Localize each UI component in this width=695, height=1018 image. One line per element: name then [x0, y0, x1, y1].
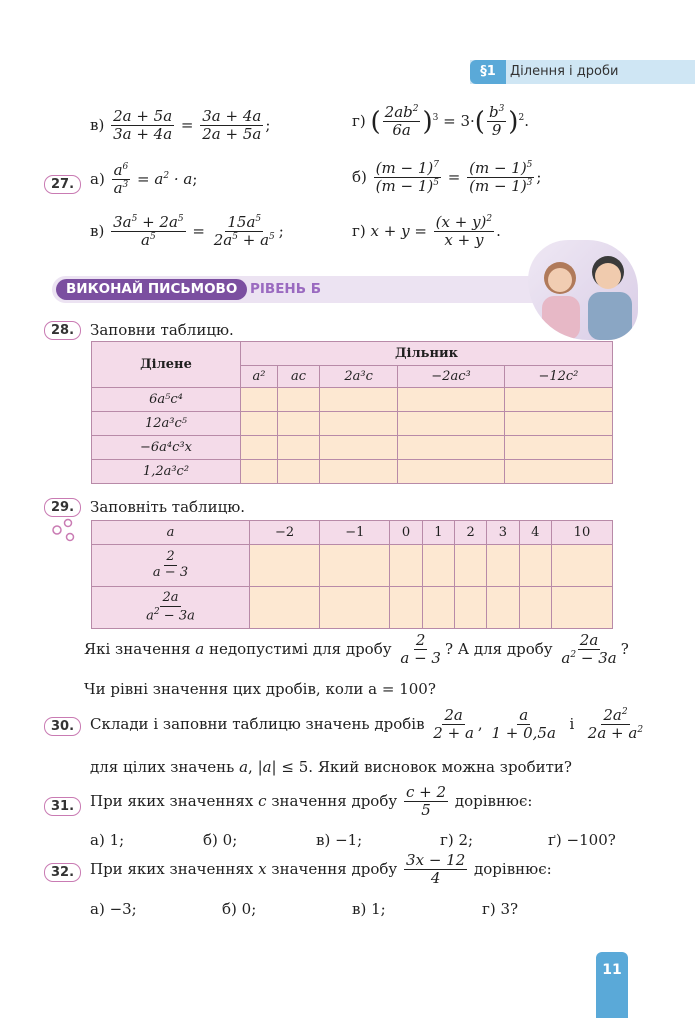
task-27-a: а) $\frac{a^6}{a^3}$ = $a^2 \cdot a$; — [90, 161, 198, 198]
divisor-header: Дільник — [241, 342, 613, 366]
task-27-b: б) $\frac{(m - 1)^7}{(m - 1)^5}$ = $\frac{(m - 1)^5}{(m - 1)^3}$ ; — [352, 159, 542, 196]
divisor-col: −12c² — [504, 366, 612, 388]
a-value: 2 — [455, 521, 487, 545]
values-table — [91, 520, 613, 629]
section-number: §1 — [470, 60, 506, 84]
task-28-number: 28. — [44, 320, 81, 340]
a-value: −2 — [250, 521, 320, 545]
task-27-g: г) x + y = $\frac{(x + y)^2}{x + y}$ . — [352, 213, 501, 250]
divisor-col: ac — [277, 366, 319, 388]
divisor-col: a² — [241, 366, 278, 388]
dividend-row: 6a⁵c⁴ — [92, 388, 241, 412]
group-work-icon — [50, 518, 78, 548]
task-28-text: Заповни таблицю. — [90, 321, 234, 339]
a-value: 1 — [422, 521, 454, 545]
section-title: Ділення і дроби — [510, 64, 619, 79]
task-31-opt: б) 0; — [203, 831, 238, 849]
task-31-opt: г) 2; — [440, 831, 474, 849]
task-29-question-1: Які значення a недопустимі для дробу $\frac{2}{a - 3}$ ? А для дробу $\frac{2a}{a^2 - 3a}$ ? — [84, 631, 629, 668]
divisor-col: −2ac³ — [398, 366, 505, 388]
task-27-v: в) $\frac{3a^5 + 2a^5}{a^5}$ = $\frac{15a^5}{2a^5 + a^5}$ ; — [90, 213, 284, 250]
fraction-row-1: $\frac{2}{a - 3}$ — [92, 545, 250, 587]
task-30-number: 30. — [44, 716, 81, 736]
task-32-text: При яких значеннях x значення дробу $\frac{3x - 12}{4}$ дорівнює: — [90, 851, 552, 888]
task-31-opt: ґ) −100? — [548, 831, 616, 849]
banner-level: РІВЕНЬ Б — [250, 281, 322, 297]
page-number: 11 — [596, 952, 628, 1018]
task-31-text: При яких значеннях c значення дробу $\frac{c + 2}{5}$ дорівнює: — [90, 783, 533, 820]
task-30-text: Склади і заповни таблицю значень дробів $\frac{2a}{2 + a}$ , $\frac{a}{1 + 0,5a}$ і $\frac{2a^2}{2a + a^2}$ — [90, 706, 644, 743]
a-value: 10 — [551, 521, 612, 545]
task-30-condition: для цілих значень a, |a| ≤ 5. Який висновок можна зробити? — [90, 758, 572, 776]
a-value: 4 — [519, 521, 551, 545]
task-32-number: 32. — [44, 862, 81, 882]
a-value: 0 — [390, 521, 422, 545]
dividend-header: Ділене — [92, 342, 241, 388]
task-32-opt: в) 1; — [352, 900, 386, 918]
task-29-number: 29. — [44, 497, 81, 517]
task-32-opt: г) 3? — [482, 900, 519, 918]
task-29-text: Заповніть таблицю. — [90, 498, 246, 516]
dividend-row: 12a³c⁵ — [92, 412, 241, 436]
task-32-opt: б) 0; — [222, 900, 257, 918]
divisor-col: 2a³c — [320, 366, 398, 388]
task-31-opt: в) −1; — [316, 831, 363, 849]
division-table — [91, 341, 613, 484]
task-29-question-2: Чи рівні значення цих дробів, коли a = 100? — [84, 680, 436, 698]
task-32-opt: а) −3; — [90, 900, 137, 918]
variable-header: a — [92, 521, 250, 545]
a-value: 3 — [487, 521, 519, 545]
a-value: −1 — [320, 521, 390, 545]
task-31-number: 31. — [44, 796, 81, 816]
dividend-row: 1,2a³c² — [92, 460, 241, 484]
dividend-row: −6a⁴c³x — [92, 436, 241, 460]
students-photo — [528, 240, 638, 340]
banner-label: ВИКОНАЙ ПИСЬМОВО — [56, 279, 247, 300]
prev-v: в) $\frac{2a + 5a}{3a + 4a}$ = $\frac{3a + 4a}{2a + 5a}$ ; — [90, 107, 271, 144]
fraction-row-2: $\frac{2a}{a^2 - 3a}$ — [92, 587, 250, 629]
prev-g: г) ( $\frac{2ab^2}{6a}$ )$^3$ = 3·( $\frac{b^3}{9}$ )$^2$. — [352, 103, 529, 140]
task-27-number: 27. — [44, 174, 81, 194]
task-31-opt: а) 1; — [90, 831, 125, 849]
